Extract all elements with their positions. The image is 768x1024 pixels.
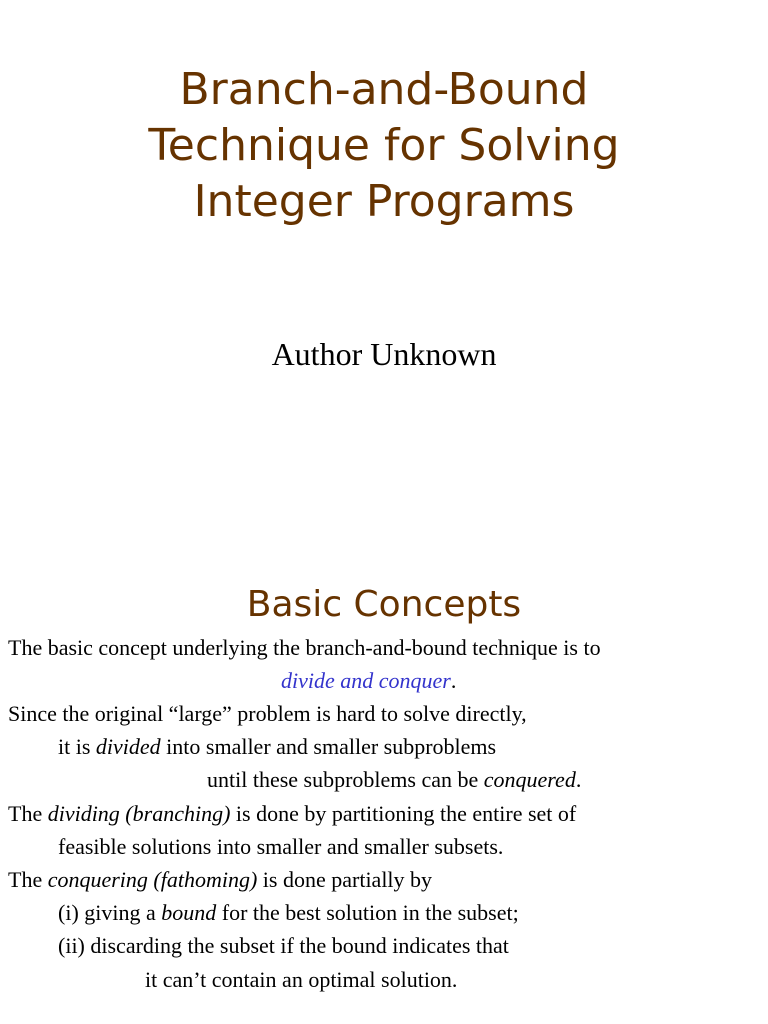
body-text: until these subproblems can be: [207, 767, 484, 792]
body-text: into smaller and smaller subproblems: [160, 734, 497, 759]
body-line-9: [58, 899, 519, 927]
title-line-1: Branch-and-Bound: [179, 64, 589, 115]
body-line-5: [207, 766, 581, 794]
author-name: Author Unknown: [271, 336, 497, 372]
body-line-3: [8, 700, 527, 728]
body-text: for the best solution in the subset;: [216, 900, 519, 925]
bound-emphasis: bound: [161, 900, 217, 925]
body-line-6: [8, 800, 576, 828]
body-text: (i) giving a: [58, 900, 162, 925]
body-line-11: [145, 966, 457, 994]
body-text: .: [450, 668, 457, 693]
body-text: Since the original “large” problem is hard to solve directly,: [8, 701, 527, 726]
body-text: is done partially by: [257, 867, 433, 892]
slide-title: [0, 62, 768, 230]
body-text: it is: [58, 734, 96, 759]
body-line-10: [58, 932, 509, 960]
divide-and-conquer-emphasis: divide and conquer: [281, 668, 451, 693]
body-line-2: [281, 667, 456, 695]
conquering-emphasis: conquering (fathoming): [47, 867, 258, 892]
body-line-1: [8, 634, 601, 662]
section-heading: Basic Concepts: [246, 584, 522, 625]
body-line-4: [58, 733, 496, 761]
body-text: The basic concept underlying the branch-and-bound technique is to: [8, 635, 601, 660]
body-line-8: [8, 866, 432, 894]
conquered-emphasis: conquered: [483, 767, 576, 792]
dividing-emphasis: dividing (branching): [47, 801, 231, 826]
body-text: it can’t contain an optimal solution.: [145, 967, 458, 992]
body-text: The: [8, 801, 48, 826]
body-text: The: [8, 867, 48, 892]
body-line-7: [58, 833, 503, 861]
body-text: feasible solutions into smaller and smaller subsets.: [58, 834, 504, 859]
divided-emphasis: divided: [95, 734, 161, 759]
title-line-2: Technique for Solving: [148, 120, 620, 171]
title-line-3: Integer Programs: [193, 176, 575, 227]
body-text: is done by partitioning the entire set of: [230, 801, 577, 826]
body-text: (ii) discarding the subset if the bound indicates that: [58, 933, 509, 958]
body-text: .: [575, 767, 582, 792]
